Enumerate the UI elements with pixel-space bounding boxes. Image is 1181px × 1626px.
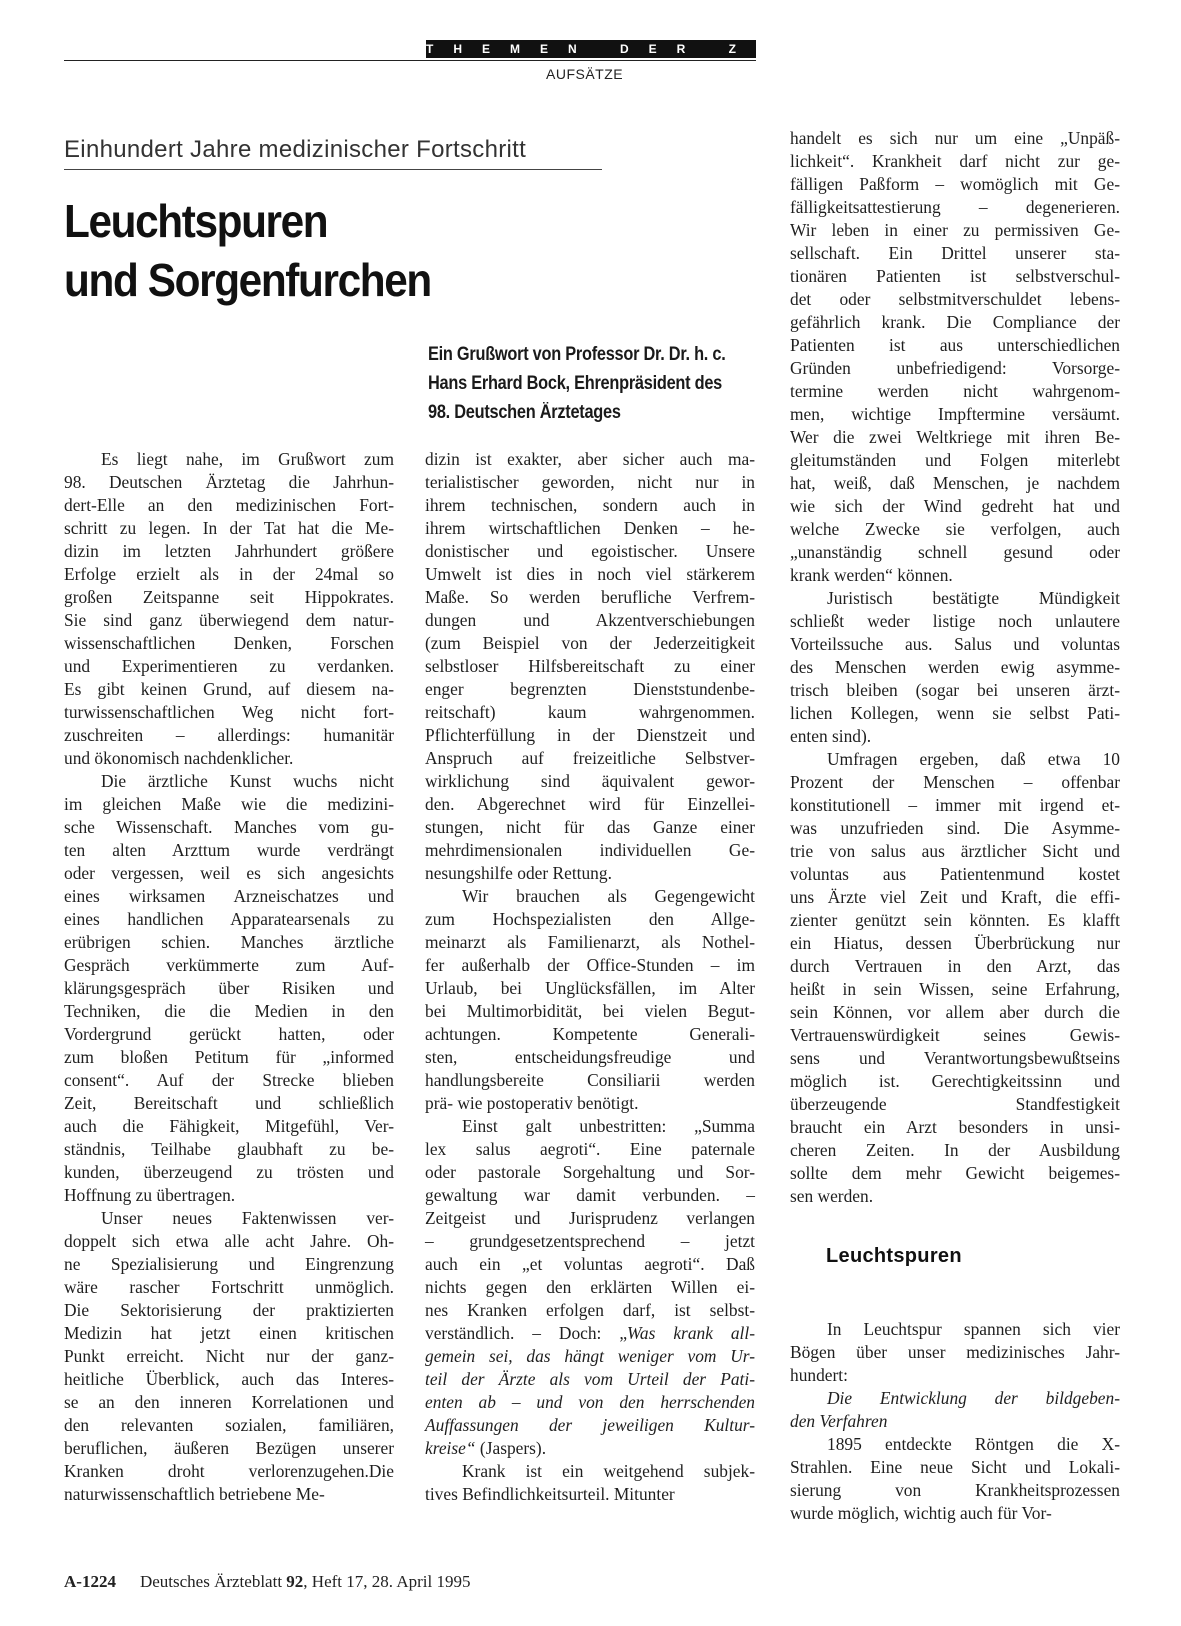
text-line: stungen, nicht für das Ganze einer (425, 817, 755, 837)
text-line: trie von salus aus ärztlicher Sicht und (790, 841, 1120, 861)
text-line: turwissenschaftlichen Weg nicht fort- (64, 702, 394, 722)
text-line: oder vergessen, weil es sich angesichts (64, 863, 394, 883)
text-line: enger begrenzten Dienststundenbe- (425, 679, 755, 699)
text-line: donistischer und egoistischer. Unsere (425, 541, 755, 561)
text-line: sten, entscheidungsfreudige und (425, 1047, 755, 1067)
text-line: überzeugende Standfestigkeit (790, 1094, 1120, 1114)
text-line: kunden, überzeugend zu trösten und (64, 1162, 394, 1182)
text-line: – grundgesetzentsprechend – jetzt (425, 1231, 755, 1251)
text-line: Es liegt nahe, im Grußwort zum (101, 449, 394, 469)
text-line: und ökonomisch nachdenklicher. (64, 748, 294, 768)
text-line: Bögen über unser medizinisches Jahr- (790, 1342, 1120, 1362)
text-line: nesungshilfe oder Rettung. (425, 863, 612, 883)
text-line: Punkt erreicht. Nicht nur der ganz- (64, 1346, 394, 1366)
page-footer (64, 1572, 764, 1592)
text-line: Gründen unbefriedigend: Vorsorge- (790, 358, 1120, 378)
text-line: Wer die zwei Weltkriege mit ihren Be- (790, 427, 1120, 447)
text-line: Pflichterfüllung in der Dienstzeit und (425, 725, 755, 745)
text-line: des Menschen werden ewig asymme- (790, 657, 1120, 677)
text-line: ständnis, Teilhabe glaubhaft zu be- (64, 1139, 394, 1159)
text-line: durch Vertrauen in den Arzt, das (790, 956, 1120, 976)
body-column-3 (790, 127, 1120, 1208)
text-line: sein Können, vor allem aber durch die (790, 1002, 1120, 1022)
text-line: Patienten ist aus unterschiedlichen (790, 335, 1120, 355)
text-line: ihrem wirtschaftlichen Denken – he- (425, 518, 755, 538)
headline-line: und Sorgenfurchen (64, 254, 431, 306)
text-line: cheren Zeiten. In der Ausbildung (790, 1140, 1120, 1160)
text-line: Hoffnung zu übertragen. (64, 1185, 236, 1205)
text-line: Techniken, die die Medien in den (64, 1001, 394, 1021)
text-line: Die Entwicklung der bildgeben- (827, 1388, 1120, 1408)
kicker: Einhundert Jahre medizinischer Fortschritt (64, 136, 527, 163)
text-line: se an den inneren Korrelationen und (64, 1392, 394, 1412)
text-line: gemein sei, das hängt weniger vom Ur- (425, 1346, 755, 1366)
section-band: THEMEN DER ZEIT (426, 42, 835, 56)
text-line: handelt es sich nur um eine „Unpäß- (790, 128, 1120, 148)
text-line: Juristisch bestätigte Mündigkeit (827, 588, 1120, 608)
text-line: hat, weiß, daß Menschen, je nachdem (790, 473, 1120, 493)
subheading: Leuchtspuren (826, 1245, 962, 1267)
text-line: Kranken droht verlorenzugehen.Die (64, 1461, 394, 1481)
text-line: consent“. Auf der Strecke blieben (64, 1070, 394, 1090)
text-line: fälligkeitsattestierung – degenerieren. (790, 197, 1120, 217)
byline (428, 340, 758, 427)
byline-line: Ein Grußwort von Professor Dr. Dr. h. c. (428, 344, 726, 365)
text-line: Zeit, Bereitschaft und schließlich (64, 1093, 394, 1113)
text-line: und Experimentieren zu verdanken. (64, 656, 394, 676)
text-line: im gleichen Maße wie die medizini- (64, 794, 394, 814)
text-line: lichen Kollegen, wenn sie selbst Pati- (790, 703, 1120, 723)
text-line: auch die Fähigkeit, Mitgefühl, Ver- (64, 1116, 394, 1136)
text-line: Zeitgeist und Jurisprudenz verlangen (425, 1208, 755, 1228)
text-line: braucht ein Arzt besonders in unsi- (790, 1117, 1120, 1137)
headline (64, 192, 561, 310)
text-line: trisch bleiben (sogar bei unseren ärzt- (790, 680, 1120, 700)
text-line: wissenschaftlichen Denken, Forschen (64, 633, 394, 653)
text-line: tives Befindlichkeitsurteil. Mitunter (425, 1484, 675, 1504)
text-line: meinarzt als Familienarzt, als Nothel- (425, 932, 755, 952)
page-number: A-1224 (64, 1572, 116, 1591)
text-line: Strahlen. Eine neue Sicht und Lokali- (790, 1457, 1120, 1477)
byline-line: Hans Erhard Bock, Ehrenpräsident des (428, 373, 723, 394)
text-line: oder pastorale Sorgehaltung und Sor- (425, 1162, 755, 1182)
text-line: „unanständig schnell gesund oder (790, 542, 1120, 562)
text-line: teil der Ärzte als vom Urteil der Pati- (425, 1369, 755, 1389)
text-line: Maße. So werden berufliche Verfrem- (425, 587, 755, 607)
text-line: Medizin hat jetzt einen kritischen (64, 1323, 394, 1343)
text-line: naturwissenschaftlich betriebene Me- (64, 1484, 325, 1504)
text-line: beruflichen, äußeren Bezügen unserer (64, 1438, 394, 1458)
text-line: Auffassungen der jeweiligen Kultur- (425, 1415, 755, 1435)
text-line: nes Kranken erfolgen darf, ist selbst- (425, 1300, 755, 1320)
text-line: gleitumständen und Folgen miterlebt (790, 450, 1120, 470)
section-label: AUFSÄTZE (546, 66, 624, 82)
text-line: sierung von Krankheitsprozessen (790, 1480, 1120, 1500)
text-line: sellschaft. Ein Drittel unserer sta- (790, 243, 1120, 263)
text-line: Urlaub, bei Unglücksfällen, im Alter (425, 978, 755, 998)
byline-line: 98. Deutschen Ärztetages (428, 402, 621, 423)
kicker-rule (64, 169, 602, 170)
text-line: Erfolge erzielt als in der 24mal so (64, 564, 394, 584)
text-line: In Leuchtspur spannen sich vier (827, 1319, 1120, 1339)
text-line: Gespräch verkümmerte zum Auf- (64, 955, 394, 975)
text-line: eines wirksamen Arzneischatzes und (64, 886, 394, 906)
text-line: voluntas aus Patientenmund kostet (790, 864, 1120, 884)
text-line: Vorteilssuche aus. Salus und voluntas (790, 634, 1120, 654)
text-line: dizin ist exakter, aber sicher auch ma- (425, 449, 755, 469)
text-line: sen werden. (790, 1186, 874, 1206)
text-line: Wir brauchen als Gegengewicht (462, 886, 755, 906)
text-line: den Verfahren (790, 1411, 888, 1431)
text-line: schließt weder listige noch unlautere (790, 611, 1120, 631)
text-line: kreise“ (Jaspers). (425, 1438, 547, 1458)
text-line: heitliche Überblick, auch das Interes- (64, 1369, 394, 1389)
text-line: prä- wie postoperativ benötigt. (425, 1093, 639, 1113)
text-line: dizin im letzten Jahrhundert größere (64, 541, 394, 561)
text-line: wurde möglich, wichtig auch für Vor- (790, 1503, 1052, 1523)
text-line: 98. Deutschen Ärztetag die Jahrhun- (64, 472, 394, 492)
text-line: fer außerhalb der Office-Stunden – im (425, 955, 755, 975)
text-line: lex salus aegroti“. Eine paternale (425, 1139, 755, 1159)
journal-name: Deutsches Ärzteblatt (139, 1572, 283, 1591)
text-line: Vordergrund gerückt hatten, oder (64, 1024, 394, 1044)
text-line: Umfragen ergeben, daß etwa 10 (827, 749, 1120, 769)
text-line: eines handlichen Apparatearsenals zu (64, 909, 394, 929)
text-line: Krank ist ein weitgehend subjek- (462, 1461, 755, 1481)
text-line: ihrem technischen, sondern auch in (425, 495, 755, 515)
text-line: mehrdimensionalen individuellen Ge- (425, 840, 755, 860)
text-line: dert-Elle an den medizinischen Fort- (64, 495, 394, 515)
text-line: doppelt sich etwa alle acht Jahre. Oh- (64, 1231, 394, 1251)
text-line: welche Zwecke sie verfolgen, auch (790, 519, 1120, 539)
text-line: ein Hiatus, dessen Überbrückung nur (790, 933, 1120, 953)
text-line: erübrigen schien. Manches ärztliche (64, 932, 394, 952)
text-line: Einst galt unbestritten: „Summa (462, 1116, 755, 1136)
text-line: verständlich. – Doch: „Was krank all- (425, 1323, 756, 1343)
headline-line: Leuchtspuren (64, 195, 328, 247)
body-column-3-continued (790, 1318, 1120, 1525)
text-line: Sie sind ganz überwiegend dem natur- (64, 610, 394, 630)
text-line: klärungsgespräch über Risiken und (64, 978, 394, 998)
text-line: sollte dem mehr Gewicht beigemes- (790, 1163, 1120, 1183)
text-line: uns Ärzte viel Zeit und Kraft, die effi- (790, 887, 1120, 907)
text-line: krank werden“ können. (790, 565, 953, 585)
text-line: fälligen Paßform – womöglich mit Ge- (790, 174, 1120, 194)
text-line: Die ärztliche Kunst wuchs nicht (101, 771, 394, 791)
text-line: Prozent der Menschen – offenbar (790, 772, 1120, 792)
text-line: großen Zeitspanne seit Hippokrates. (64, 587, 394, 607)
text-line: achtungen. Kompetente Generali- (425, 1024, 755, 1044)
text-line: Umwelt ist dies in noch viel stärkerem (425, 564, 755, 584)
text-line: terialistischer geworden, nicht nur in (425, 472, 755, 492)
text-line: zum bloßen Petitum für „informed (64, 1047, 394, 1067)
text-line: enten ab – und von den herrschenden (425, 1392, 755, 1412)
text-line: tionären Patienten ist selbstverschul- (790, 266, 1120, 286)
text-line: möglich ist. Gerechtigkeitssinn und (790, 1071, 1120, 1091)
text-line: men, wichtige Impftermine versäumt. (790, 404, 1120, 424)
text-line: zum Hochspezialisten den Allge- (425, 909, 755, 929)
text-line: reitschaft) kaum wahrgenommen. (425, 702, 755, 722)
text-line: nichts gegen den erklärten Willen ei- (425, 1277, 755, 1297)
text-line: konstitutionell – immer mit irgend et- (790, 795, 1120, 815)
text-line: (zum Beispiel von der Jederzeitigkeit (425, 633, 755, 653)
text-line: Unser neues Faktenwissen ver- (101, 1208, 394, 1228)
text-line: Es gibt keinen Grund, auf diesem na- (64, 679, 394, 699)
text-line: Die Sektorisierung der praktizierten (64, 1300, 394, 1320)
issue-info: , Heft 17, 28. April 1995 (303, 1572, 471, 1591)
volume-number: 92 (286, 1572, 304, 1591)
text-line: den. Abgerechnet wird für Einzellei- (425, 794, 755, 814)
text-line: lichkeit“. Krankheit darf nicht zur ge- (790, 151, 1120, 171)
text-line: Vertrauenswürdigkeit seines Gewis- (790, 1025, 1120, 1045)
text-line: auch ein „et voluntas aegroti“. Daß (425, 1254, 755, 1274)
text-line: ten alten Arzttum wurde verdrängt (64, 840, 394, 860)
text-line: det oder selbstmitverschuldet lebens- (790, 289, 1120, 309)
text-line: gewaltung war damit verbunden. – (425, 1185, 755, 1205)
text-line: hundert: (790, 1365, 848, 1385)
text-line: sens und Verantwortungsbewußtseins (790, 1048, 1120, 1068)
text-line: gefährlich krank. Die Compliance der (790, 312, 1120, 332)
text-line: den relevanten sozialen, familiären, (64, 1415, 394, 1435)
text-line: Anspruch auf freizeitliche Selbstver- (425, 748, 755, 768)
text-line: sche Wissenschaft. Manches vom gu- (64, 817, 394, 837)
text-line: wie sich der Wind gedreht hat und (790, 496, 1120, 516)
text-line: zuschreiten – allerdings: humanitär (64, 725, 394, 745)
text-line: termine werden nicht wahrgenom- (790, 381, 1120, 401)
text-line: handlungsbereite Consiliarii werden (425, 1070, 755, 1090)
text-line: wirklichung sind äquivalent gewor- (425, 771, 755, 791)
text-line: bei Multimorbidität, bei vielen Begut- (425, 1001, 755, 1021)
text-line: 1895 entdeckte Röntgen die X- (827, 1434, 1120, 1454)
body-column-2 (425, 448, 755, 1506)
text-line: zienter genützt sein könnten. Es klafft (790, 910, 1120, 930)
text-line: enten sind). (790, 726, 872, 746)
text-line: schritt zu legen. In der Tat hat die Me- (64, 518, 394, 538)
text-line: Wir leben in einer zu permissiven Ge- (790, 220, 1120, 240)
text-line: dungen und Akzentverschiebungen (425, 610, 755, 630)
body-column-1 (64, 448, 394, 1506)
text-line: wäre rascher Fortschritt unmöglich. (64, 1277, 394, 1297)
text-line: selbstloser Hilfsbereitschaft zu einer (425, 656, 755, 676)
text-line: ne Spezialisierung und Eingrenzung (64, 1254, 394, 1274)
header-rule (64, 60, 756, 61)
text-line: heißt in sein Wissen, seine Erfahrung, (790, 979, 1120, 999)
text-line: was unzufrieden sind. Die Asymme- (790, 818, 1120, 838)
